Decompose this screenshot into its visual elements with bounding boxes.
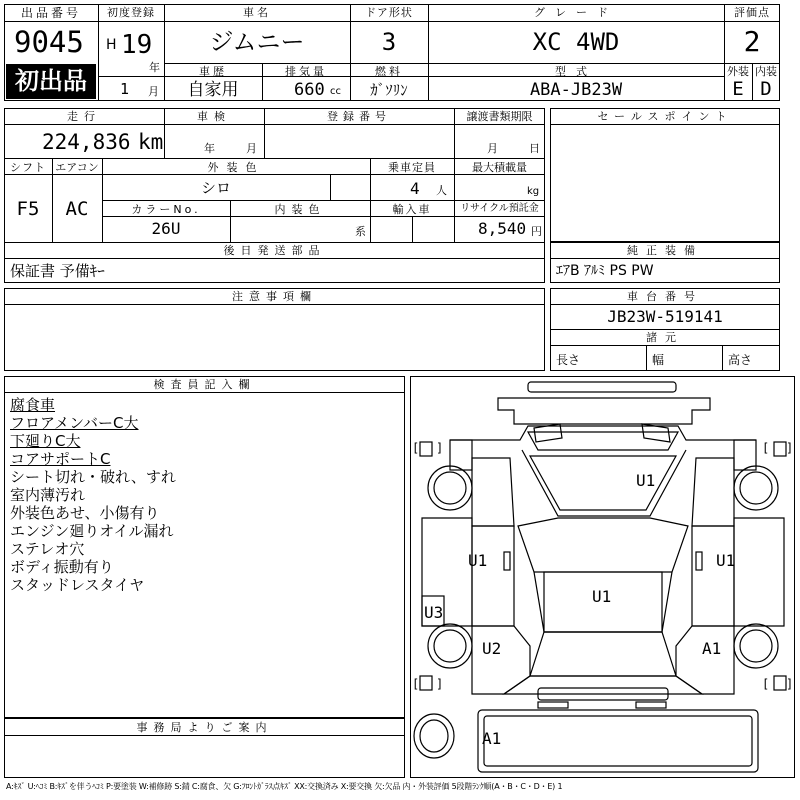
color-no-label: カラーNo. [131,203,201,216]
shift: F5 [16,198,40,220]
door-count: 3 [381,28,397,56]
later-parts-label: 後日発送部品 [223,244,326,257]
capacity-label: 乗車定員 [388,161,436,174]
inspector-note-line: 室内薄汚れ [10,486,86,504]
transfer-day-unit: 日 [529,142,540,155]
length-label: 長さ [556,353,581,367]
interior-color-unit: 系 [355,225,366,238]
mileage-unit: km [138,130,164,154]
bracket-open-rr: [ [762,677,770,691]
recycle-fee: 8,540 [478,219,527,238]
sales-point-block [550,108,780,242]
damage-mark-rear-bumper: A1 [482,729,502,748]
shift-label: シフト [10,161,46,174]
bracket-open-fl: [ [412,441,420,455]
sales-point-label: セールスポイント [597,110,733,123]
capacity-unit: 人 [436,184,447,197]
inspector-note-line: シート切れ・破れ、すれ [10,468,176,486]
inspector-note-line: エンジン廻りオイル漏れ [10,522,174,540]
inspector-note-line: ボディ振動有り [10,558,114,576]
width-label: 幅 [652,353,665,367]
inspection-month-unit: 月 [246,142,257,155]
damage-mark-left-quarter: U3 [424,603,444,622]
transfer-deadline-label: 譲渡書類期限 [466,110,533,123]
inspector-note-line: 下廻りC大 [10,432,81,450]
inspector-note-line: コアサポートC [10,450,111,468]
inspector-note-line: スタッドレスタイヤ [10,576,145,594]
ac-label: エアコン [55,161,99,174]
grade-label: グレード [534,6,618,19]
lot-number: 9045 [14,25,84,59]
interior-color-label: 内装色 [274,203,326,216]
spec-label: 諸元 [646,331,684,344]
damage-mark-center: U1 [592,587,612,606]
grade: XC 4WD [532,28,620,56]
month-unit: 月 [148,85,159,98]
inspector-note-line: 外装色あせ、小傷有り [10,504,160,522]
inspector-note-line: フロアメンバーC大 [10,414,139,432]
first-reg-year: 19 [121,30,153,60]
car-damage-diagram [410,376,795,778]
exterior-color-label: 外装色 [207,161,265,174]
bracket-close-fr: ] [786,441,794,455]
ac: AC [65,198,89,220]
equipment: ｴｱB ｱﾙﾐ PS PW [556,263,654,279]
inspection-label: 車検 [197,110,231,123]
door-type-label: ドア形状 [365,6,413,19]
transfer-month-unit: 月 [487,142,498,155]
chassis-label: 車台番号 [627,290,703,303]
bracket-open-rl: [ [412,677,420,691]
model-label: 型式 [555,65,597,78]
model-code: ABA-JB23W [529,80,623,100]
first-reg-month: 1 [120,80,130,98]
displacement: 660 [294,80,325,100]
era-letter: H [106,37,117,53]
legend: A:ｷｽﾞ U:ﾍｺﾐ B:ｷｽﾞを伴うﾍｺﾐ P:要塗装 W:補修跡 S:錆 C:腐食、欠 G:ﾌﾛﾝﾄｶﾞﾗｽ点ｷｽﾞ XX:交換済み X:要交換 欠:欠品 内・外装評価 5段階ﾗﾝｸ順(A・B・C・D・E) 1 [6,782,563,791]
car-history: 自家用 [187,80,239,100]
caution-label: 注意事項欄 [232,290,317,303]
bracket-close-fl: ] [436,441,444,455]
recycle-label: リサイクル預託金 [460,203,539,214]
car-name: ジムニー [209,28,305,56]
displacement-unit: cc [330,86,341,97]
damage-mark-left-door: U1 [468,551,488,570]
capacity: 4 [410,179,420,198]
inspector-notes [10,396,400,594]
damage-mark-roof: U1 [636,471,656,490]
exterior-color: シロ [200,179,231,197]
mileage: 224,836 [42,130,131,154]
exterior-label: 外装 [727,65,749,78]
import-label: 輸入車 [392,203,432,216]
inspection-year-unit: 年 [204,142,215,155]
exterior-grade: E [732,78,744,100]
damage-mark-right-rear: A1 [702,639,722,658]
max-load-unit: kg [527,186,540,197]
bracket-close-rl: ] [436,677,444,691]
damage-mark-left-rear: U2 [482,639,502,658]
recycle-unit: 円 [531,225,542,238]
first-reg-label: 初度登録 [107,6,155,19]
fuel-label: 燃料 [375,65,403,78]
mileage-label: 走行 [67,110,101,123]
damage-mark-right-door: U1 [716,551,736,570]
fuel: ｶﾞｿﾘﾝ [370,81,408,99]
car-history-label: 車歴 [199,65,227,78]
plate-label: 登録番号 [327,110,391,123]
lot-number-label: 出品番号 [20,6,81,20]
first-listing-badge: 初出品 [6,64,96,99]
inspector-label: 検査員記入欄 [153,378,256,391]
score: 2 [743,25,761,58]
office-label: 事務局よりご案内 [136,721,273,734]
inspector-note-line: ステレオ穴 [10,540,85,558]
max-load-label: 最大積載量 [472,161,527,174]
equipment-label: 純正装備 [627,244,703,257]
interior-grade: D [760,78,772,100]
interior-label: 内装 [755,65,777,78]
bracket-close-rr: ] [786,677,794,691]
height-label: 高さ [728,353,753,367]
later-parts: 保証書 予備ｷｰ [10,262,105,280]
year-unit: 年 [149,61,160,74]
chassis-number: JB23W-519141 [607,307,723,326]
displacement-label: 排気量 [285,65,327,78]
car-name-label: 車名 [243,6,271,19]
bracket-open-fr: [ [762,441,770,455]
color-number: 26U [151,219,181,238]
inspector-note-line: 腐食車 [10,396,56,414]
score-label: 評価点 [734,6,770,19]
